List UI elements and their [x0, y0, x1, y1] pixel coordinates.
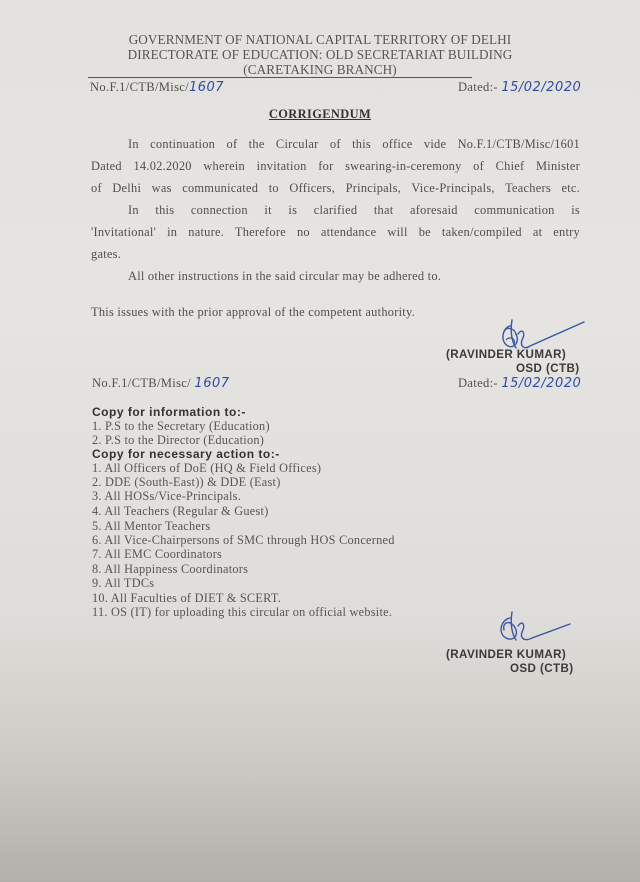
copy-information-item: 2. P.S to the Director (Education): [92, 433, 265, 447]
signatory-2-name: (RAVINDER KUMAR): [446, 648, 567, 661]
paragraph-3: All other instructions in the said circular may be adhered to.: [128, 269, 442, 283]
dated-handwritten: 15/02/2020: [501, 80, 582, 95]
copy-action-item: 9. All TDCs: [92, 576, 155, 590]
signature-icon: [492, 608, 582, 650]
signatory-2-designation: OSD (CTB): [510, 662, 574, 675]
paragraph-2-line-3: gates.: [91, 247, 122, 261]
paragraph-2-line-1: In this connection it is clarified that aforesaid communication is: [128, 203, 580, 217]
header-line-branch: (CARETAKING BRANCH): [243, 62, 397, 77]
copy-action-item: 10. All Faculties of DIET & SCERT.: [92, 591, 282, 605]
dated-field: [458, 80, 581, 95]
copy-action-item: 8. All Happiness Coordinators: [92, 562, 249, 576]
signatory-designation: OSD (CTB): [516, 362, 580, 375]
copy-information-heading: Copy for information to:-: [92, 405, 246, 419]
header-line-directorate: DIRECTORATE OF EDUCATION: OLD SECRETARIAT BUILDING: [127, 47, 513, 62]
copy-action-item: 2. DDE (South-East)) & DDE (East): [92, 475, 281, 489]
file-number-handwritten: 1607: [188, 80, 225, 95]
copy-action-item: 1. All Officers of DoE (HQ & Field Offices): [92, 461, 322, 475]
copy-action-item: 5. All Mentor Teachers: [92, 519, 211, 533]
dated-label: Dated:-: [458, 80, 498, 94]
copy-information-item: 1. P.S to the Secretary (Education): [92, 419, 270, 433]
paragraph-2-line-2: 'Invitational' in nature. Therefore no attendance will be taken/compiled at entry: [91, 225, 580, 239]
paragraph-1-line-1: In continuation of the Circular of this office vide No.F.1/CTB/Misc/1601: [128, 137, 580, 151]
copy-action-heading: Copy for necessary action to:-: [92, 447, 280, 461]
file-number: [90, 80, 224, 95]
dated-2-handwritten: 15/02/2020: [501, 376, 582, 391]
copy-action-item: 11. OS (IT) for uploading this circular on official website.: [92, 605, 393, 619]
header-line-government: GOVERNMENT OF NATIONAL CAPITAL TERRITORY OF DELHI: [128, 32, 512, 47]
copy-action-item: 7. All EMC Coordinators: [92, 547, 223, 561]
file-number-2-handwritten: 1607: [194, 376, 230, 391]
file-number-2-prefix: No.F.1/CTB/Misc/: [92, 376, 191, 390]
header-divider: [88, 77, 472, 78]
dated-2-label: Dated:-: [458, 376, 498, 390]
copy-action-item: 3. All HOSs/Vice-Principals.: [92, 489, 242, 503]
dated-field-2: [458, 376, 581, 391]
file-number-prefix: No.F.1/CTB/Misc/: [90, 80, 189, 94]
paragraph-1-line-3: of Delhi was communicated to Officers, Principals, Vice-Principals, Teachers etc.: [91, 181, 580, 195]
copy-action-item: 6. All Vice-Chairpersons of SMC through HOS Concerned: [92, 533, 395, 547]
signatory-name: (RAVINDER KUMAR): [446, 348, 567, 361]
file-number-2: [92, 376, 230, 391]
paragraph-1-line-2: Dated 14.02.2020 wherein invitation for swearing-in-ceremony of Chief Minister: [91, 159, 580, 173]
copy-action-item: 4. All Teachers (Regular & Guest): [92, 504, 269, 518]
document-title: CORRIGENDUM: [268, 107, 372, 121]
paragraph-4: This issues with the prior approval of the competent authority.: [91, 305, 415, 319]
